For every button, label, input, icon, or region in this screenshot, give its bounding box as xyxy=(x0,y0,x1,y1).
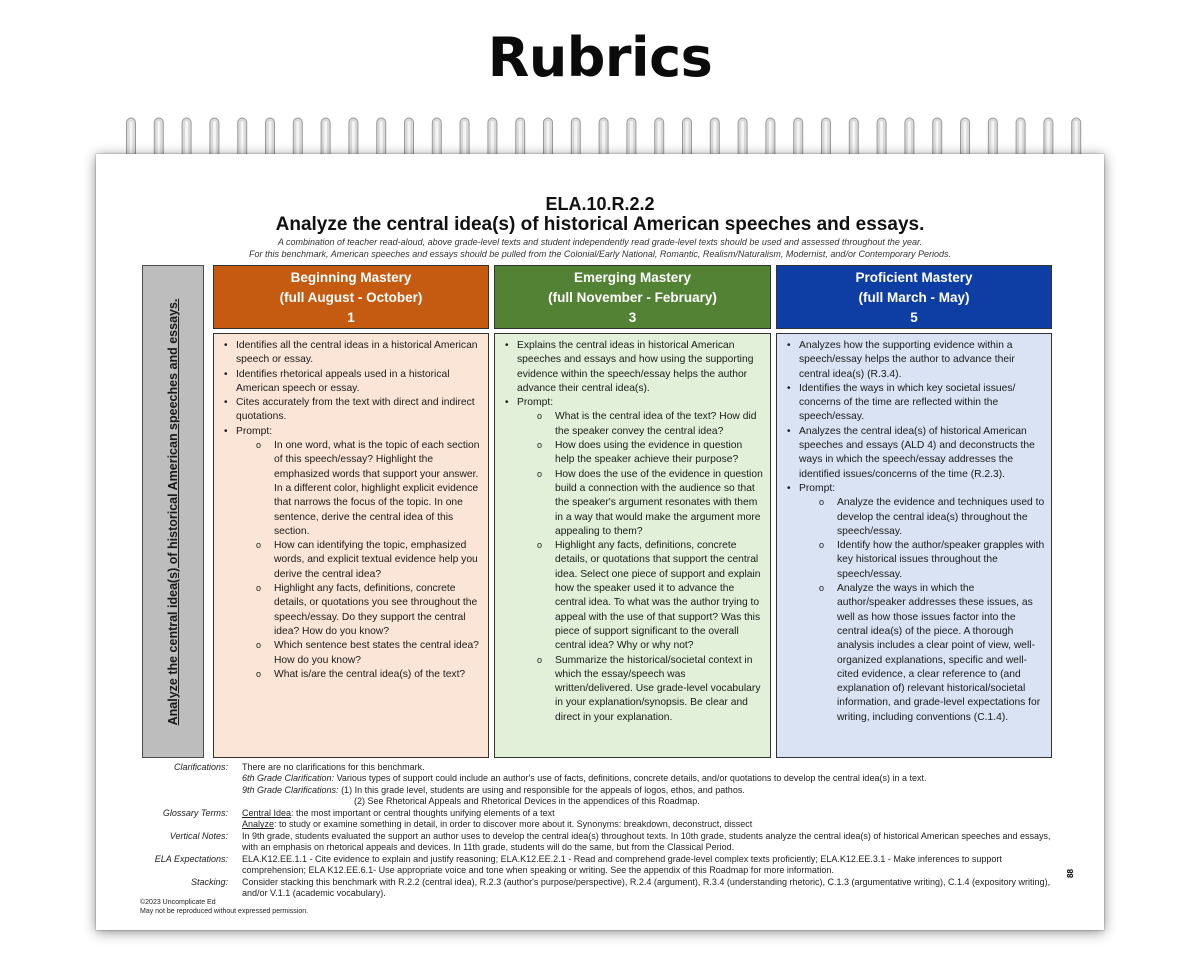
prompt-item: o How does the use of the evidence in question build a connection with the audience so that the speaker's argument resonates with them in a way that would make the argument more appealing to them? xyxy=(555,468,764,539)
ela-expectations-label: ELA Expectations: xyxy=(154,854,228,864)
glossary-text xyxy=(242,808,1062,831)
copyright-line: ©2023 Uncomplicate Ed xyxy=(140,899,216,906)
prompt-item: o Highlight any facts, definitions, concrete details, or quotations you see throughout the speech/essay. Do they support the central idea? How do you know? xyxy=(274,582,482,639)
prompt-item: o Summarize the historical/societal context in which the essay/speech was written/delivered. Use grade-level vocabulary in your explanation/synopsis. Be clear and direct in your explanation. xyxy=(555,654,764,725)
column-title: Emerging Mastery xyxy=(573,270,692,285)
prompt-item: o How does using the evidence in question help the speaker achieve their purpose? xyxy=(555,439,764,468)
vertical-notes-label: Vertical Notes: xyxy=(169,831,228,841)
column-title: Beginning Mastery xyxy=(290,270,412,285)
page-number: 88 xyxy=(1066,869,1075,878)
criteria-item: • Analyzes how the supporting evidence within a speech/essay helps the author to advance their central idea(s) (R.3.4). xyxy=(799,339,1045,382)
column-score: 1 xyxy=(347,310,355,325)
document-header xyxy=(96,194,1104,260)
glossary-term: Analyze xyxy=(242,819,275,830)
clarification-9th-text: (1) In this grade level, students are using and responsible for the appeals of logos, ethos, and pathos. xyxy=(341,784,745,795)
prompt-item: o What is/are the central idea(s) of the text? xyxy=(274,668,482,682)
prompt-group xyxy=(799,482,1045,725)
clarification-6th-text: Various types of support could include an author's use of facts, definitions, concrete details, and/or quotations to develop the central idea(s) in a text. xyxy=(336,773,927,784)
criteria-item: • Cites accurately from the text with direct and indirect quotations. xyxy=(236,396,482,425)
ela-expectations-text: ELA.K12.EE.1.1 - Cite evidence to explain and justify reasoning; ELA.K12.EE.2.1 - Read and comprehend grade-level complex texts proficiently; ELA.K12.EE.3.1 - Make inferences to support comprehension; ELA K12.EE.6.1- Use appropriate voice and tone when speaking or writing. See the appendix of this Roadmap for more information. xyxy=(242,854,1002,876)
glossary-definition: : the most important or central thoughts unifying elements of a text xyxy=(291,808,555,818)
criteria-item: • Identifies all the central ideas in a historical American speech or essay. xyxy=(236,339,482,368)
column-body-emerging xyxy=(494,333,771,758)
vertical-benchmark-text: Analyze the central idea(s) of historical American speeches and essays. xyxy=(166,298,180,725)
vertical-benchmark-label xyxy=(142,265,204,758)
benchmark-title: Analyze the central idea(s) of historical American speeches and essays. xyxy=(275,214,925,235)
criteria-item: • Identifies rhetorical appeals used in a historical American speech or essay. xyxy=(236,368,482,397)
clarification-line: There are no clarifications for this benchmark. xyxy=(242,762,425,772)
criteria-item: • Identifies the ways in which key societal issues/ concerns of the time are reflected within the speech/essay. xyxy=(799,382,1045,425)
column-body-proficient xyxy=(776,333,1052,758)
benchmark-note: A combination of teacher read-aloud, above grade-level texts and student independently read grade-level texts should be used and assessed throughout the year. xyxy=(277,237,923,247)
clarifications-text xyxy=(242,762,1062,808)
prompt-item: o Highlight any facts, definitions, concrete details, or quotations that support the central idea. Select one piece of support and explain how the speaker used it to advance the central idea. To what was the author trying to appeal with the use of that support? Was this piece of support significant to the overall central idea? Why or why not? xyxy=(555,539,764,653)
clarification-9th xyxy=(242,785,1062,796)
copyright-permission: May not be reproduced without expressed permission. xyxy=(140,908,309,915)
prompt-item: o Analyze the ways in which the author/speaker addresses these issues, as well as how those issues factor into the central idea(s) of the piece. A thorough analysis includes a clear point of view, well-organized explanations, specific and well-cited evidence, a clear reference to (and explanation of) relevant historical/societal information, and grade-level expectations for writing, including conventions (C.1.4). xyxy=(837,582,1045,725)
prompt-item: o How can identifying the topic, emphasized words, and explicit textual evidence help you derive the central idea? xyxy=(274,539,482,582)
benchmark-period-note: For this benchmark, American speeches and essays should be pulled from the Colonial/Early National, Romantic, Realism/Naturalism, Modernist, and/or Contemporary Periods. xyxy=(249,249,951,259)
stacking-text: Consider stacking this benchmark with R.2.2 (central idea), R.2.3 (author's purpose/perspective), R.2.4 (argument), R.3.4 (understanding rhetoric), C.1.3 (argumentative writing), C.1.4 (expository writing), and/or V.1.1 (academic vocabulary). xyxy=(242,877,1051,899)
column-header-beginning xyxy=(213,265,489,329)
stacking-label: Stacking: xyxy=(190,877,228,887)
prompt-label: Prompt: xyxy=(236,425,273,437)
criteria-item: • Analyzes the central idea(s) of historical American speeches and essays (ALD 4) and deconstructs the ways in which the speech/essay addresses the identified issues/concerns of the time (R.2.3). xyxy=(799,425,1045,482)
clarification-9th-label: 9th Grade Clarifications: xyxy=(242,784,339,795)
column-score: 5 xyxy=(910,310,918,325)
column-header-proficient xyxy=(776,265,1052,329)
prompt-label: Prompt: xyxy=(799,482,836,494)
prompt-group xyxy=(517,396,764,725)
clarification-6th-label: 6th Grade Clarification: xyxy=(242,773,335,784)
prompt-item: o Identify how the author/speaker grapples with key historical issues throughout the speech/essay. xyxy=(837,539,1045,582)
glossary-definition: : to study or examine something in detail, in order to discover more about it. Synonyms: breakdown, deconstruct, dissect xyxy=(274,819,753,830)
copyright-notice xyxy=(140,898,308,916)
prompt-item: o In one word, what is the topic of each section of this speech/essay? Highlight the emphasized words that support your answer. In a different color, highlight explicit evidence that narrows the focus of the topic. In one sentence, derive the central idea of this section. xyxy=(274,439,482,539)
page-title: Rubrics xyxy=(487,26,713,89)
column-score: 3 xyxy=(628,310,637,325)
clarifications-label: Clarifications: xyxy=(173,762,228,772)
vertical-notes-text: In 9th grade, students evaluated the support an author uses to develop the central idea(s) throughout texts. In 10th grade, students analyze the central idea(s) of historical American speeches and essays, with an emphasis on rhetorical appeals and devices. In 11th grade, students will do the same, but from the Classical Period. xyxy=(242,831,1051,853)
column-range: (full August - October) xyxy=(279,290,423,305)
column-range: (full November - February) xyxy=(548,290,717,305)
glossary-entry xyxy=(242,819,1062,830)
clarification-6th xyxy=(242,773,1062,784)
benchmark-code: ELA.10.R.2.2 xyxy=(545,194,655,214)
column-header-emerging xyxy=(494,265,771,329)
glossary-entry xyxy=(242,808,1062,819)
column-title: Proficient Mastery xyxy=(855,270,973,285)
glossary-term: Central Idea xyxy=(242,808,292,818)
rubric-page xyxy=(96,154,1104,930)
prompt-label: Prompt: xyxy=(517,397,554,409)
prompt-item: o Which sentence best states the central idea? How do you know? xyxy=(274,639,482,668)
prompt-item: o What is the central idea of the text? How did the speaker convey the central idea? xyxy=(555,410,764,439)
glossary-label: Glossary Terms: xyxy=(162,808,228,818)
prompt-item: o Analyze the evidence and techniques used to develop the central idea(s) throughout the speech/essay. xyxy=(837,496,1045,539)
clarification-9th-2: (2) See Rhetorical Appeals and Rhetorical Devices in the appendices of this Roadmap. xyxy=(354,796,700,807)
criteria-item: • Explains the central ideas in historical American speeches and essays and how using the supporting evidence within the speech/essay helps the author advance their central idea(s). xyxy=(517,339,764,396)
column-body-beginning xyxy=(213,333,489,758)
prompt-group xyxy=(236,425,482,682)
column-range: (full March - May) xyxy=(858,290,970,305)
